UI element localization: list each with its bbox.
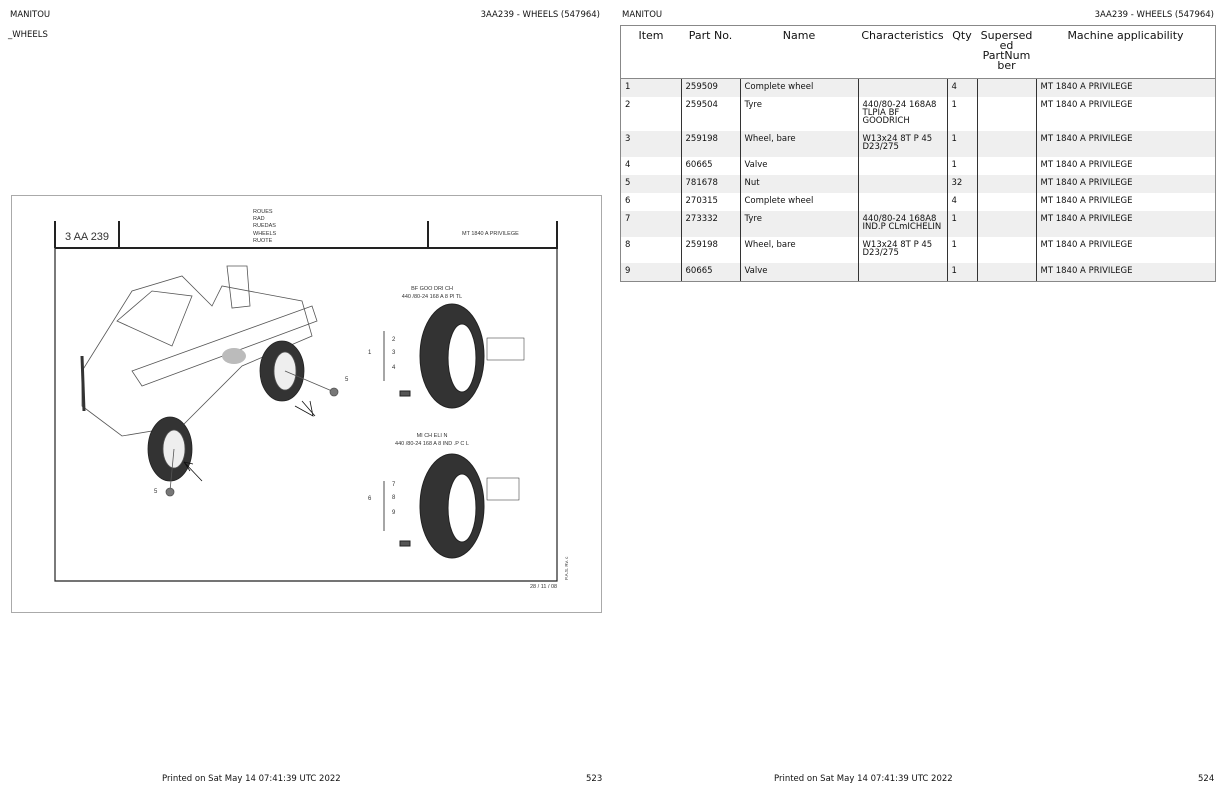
diagram-model: MT 1840 A PRIVILEGE	[462, 231, 519, 237]
cell-machine: MT 1840 A PRIVILEGE	[1036, 157, 1215, 175]
brand-left: MANITOU	[10, 10, 51, 20]
callout-4: 4	[392, 365, 396, 371]
cell-machine: MT 1840 A PRIVILEGE	[1036, 79, 1215, 98]
diagram-title-es: RUEDAS	[253, 223, 276, 229]
cell-part-no: 60665	[681, 157, 740, 175]
cell-qty: 1	[947, 97, 977, 131]
callout-6: 6	[368, 496, 372, 502]
diagram-code: 3 AA 239	[65, 231, 110, 243]
table-row	[621, 79, 1215, 98]
cell-name: Nut	[740, 175, 858, 193]
table-header	[621, 26, 1215, 79]
cell-qty: 4	[947, 79, 977, 98]
cell-qty: 32	[947, 175, 977, 193]
cell-part-no: 273332	[681, 211, 740, 237]
table-row	[621, 263, 1215, 281]
cell-part-no: 270315	[681, 193, 740, 211]
parts-table	[621, 26, 1215, 281]
cell-item: 5	[621, 175, 681, 193]
cell-item: 3	[621, 131, 681, 157]
cell-part-no: 259504	[681, 97, 740, 131]
col-name: Name	[740, 26, 858, 79]
cell-superseded	[977, 131, 1036, 157]
cell-characteristics	[858, 157, 947, 175]
page-title-left: 3AA239 - WHEELS (547964)	[480, 10, 600, 20]
col-characteristics: Characteristics	[858, 26, 947, 79]
col-superseded: Supersed ed PartNum ber	[977, 26, 1036, 79]
cell-characteristics	[858, 175, 947, 193]
col-part-no: Part No.	[681, 26, 740, 79]
cell-item: 4	[625, 160, 631, 170]
tyre2-brand: MI CH ELI N	[416, 433, 448, 439]
col-item: Item	[621, 26, 681, 79]
cell-qty: 1	[947, 131, 977, 157]
cell-item: 8	[625, 240, 631, 250]
diagram-title-fr: ROUES	[253, 209, 273, 215]
callout-8: 8	[392, 495, 396, 501]
cell-part-no: 259198	[681, 237, 740, 263]
cell-characteristics	[858, 193, 947, 211]
cell-name: Tyre	[740, 97, 858, 131]
cell-machine: MT 1840 A PRIVILEGE	[1036, 193, 1215, 211]
section-label: _WHEELS	[8, 30, 48, 40]
cell-name: Complete wheel	[740, 79, 858, 98]
cell-part-no: 781678	[681, 175, 740, 193]
cell-part-no: 259509	[681, 79, 740, 98]
callout-3: 3	[392, 350, 396, 356]
cell-machine: MT 1840 A PRIVILEGE	[1036, 131, 1215, 157]
cell-superseded	[977, 175, 1036, 193]
telehandler-drawing	[82, 266, 338, 496]
table-row	[621, 237, 1215, 263]
cell-machine: MT 1840 A PRIVILEGE	[1036, 97, 1215, 131]
callout-5a: 5	[345, 377, 349, 383]
table-row	[621, 157, 1215, 175]
cell-superseded	[977, 237, 1036, 263]
cell-machine: MT 1840 A PRIVILEGE	[1036, 237, 1215, 263]
cell-superseded	[977, 97, 1036, 131]
tyre2-spec: 440 /80-24 168 A 8 IND .P C L	[395, 441, 469, 447]
cell-superseded	[977, 211, 1036, 237]
cell-machine: MT 1840 A PRIVILEGE	[1036, 263, 1215, 281]
cell-qty: 1	[947, 263, 977, 281]
cell-superseded	[977, 263, 1036, 281]
page-number-left: 523	[586, 774, 603, 784]
cell-qty: 4	[947, 193, 977, 211]
table-row	[621, 175, 1215, 193]
callout-9: 9	[392, 510, 396, 516]
callout-7: 7	[392, 482, 396, 488]
cell-item: 7	[621, 211, 681, 237]
table-row	[621, 97, 1215, 131]
callout-1: 1	[368, 350, 372, 356]
cell-superseded	[977, 157, 1036, 175]
cell-item: 1	[621, 79, 681, 98]
cell-qty: 1	[947, 237, 977, 263]
cell-item: 6	[625, 196, 631, 206]
cell-item: 9	[621, 263, 681, 281]
cell-characteristics: 440/80-24 168A8 TLPIA BF GOODRICH	[858, 97, 947, 131]
table-row	[621, 193, 1215, 211]
cell-item: 2	[625, 100, 631, 110]
cell-characteristics	[858, 263, 947, 281]
callout-5b: 5	[154, 489, 158, 495]
page-title-right: 3AA239 - WHEELS (547964)	[1094, 10, 1214, 20]
callout-2: 2	[392, 337, 396, 343]
cell-name: Complete wheel	[740, 193, 858, 211]
cell-characteristics: W13x24 8T P 45 D23/275	[858, 131, 947, 157]
col-qty: Qty	[947, 26, 977, 79]
cell-name: Wheel, bare	[740, 131, 858, 157]
tyre1-brand: BF GOO DRI CH	[411, 286, 453, 292]
cell-name: Valve	[740, 157, 858, 175]
cell-characteristics: W13x24 8T P 45 D23/275	[858, 237, 947, 263]
footer-printed-left: Printed on Sat May 14 07:41:39 UTC 2022	[162, 774, 341, 784]
cell-superseded	[977, 193, 1036, 211]
cell-superseded	[977, 79, 1036, 98]
cell-name: Valve	[740, 263, 858, 281]
tyre1-spec: 440 /80-24 168 A 8 Pl TL	[401, 294, 463, 300]
cell-part-no: 259198	[681, 131, 740, 157]
cell-machine: MT 1840 A PRIVILEGE	[1036, 211, 1215, 237]
cell-qty: 1	[947, 157, 977, 175]
cell-qty: 1	[947, 211, 977, 237]
exploded-diagram	[11, 195, 602, 613]
brand-right: MANITOU	[622, 10, 663, 20]
page-number-right: 524	[1198, 774, 1215, 784]
cell-characteristics	[858, 79, 947, 98]
diagram-ref: P.A.S. Rv. c	[564, 556, 569, 580]
diagram-title-en: WHEELS	[253, 231, 277, 237]
diagram-title-it: RUOTE	[253, 238, 273, 244]
table-row	[621, 211, 1215, 237]
col-machine: Machine applicability	[1036, 26, 1215, 79]
diagram-title-de: RAD	[253, 216, 265, 222]
cell-name: Tyre	[740, 211, 858, 237]
cell-machine: MT 1840 A PRIVILEGE	[1036, 175, 1215, 193]
diagram-date: 28 / 11 / 08	[530, 584, 558, 590]
cell-part-no: 60665	[681, 263, 740, 281]
cell-characteristics: 440/80-24 168A8 IND.P CLmICHELIN	[858, 211, 947, 237]
table-row	[621, 131, 1215, 157]
tyre-drawings	[384, 304, 524, 558]
cell-name: Wheel, bare	[740, 237, 858, 263]
footer-printed-right: Printed on Sat May 14 07:41:39 UTC 2022	[774, 774, 953, 784]
